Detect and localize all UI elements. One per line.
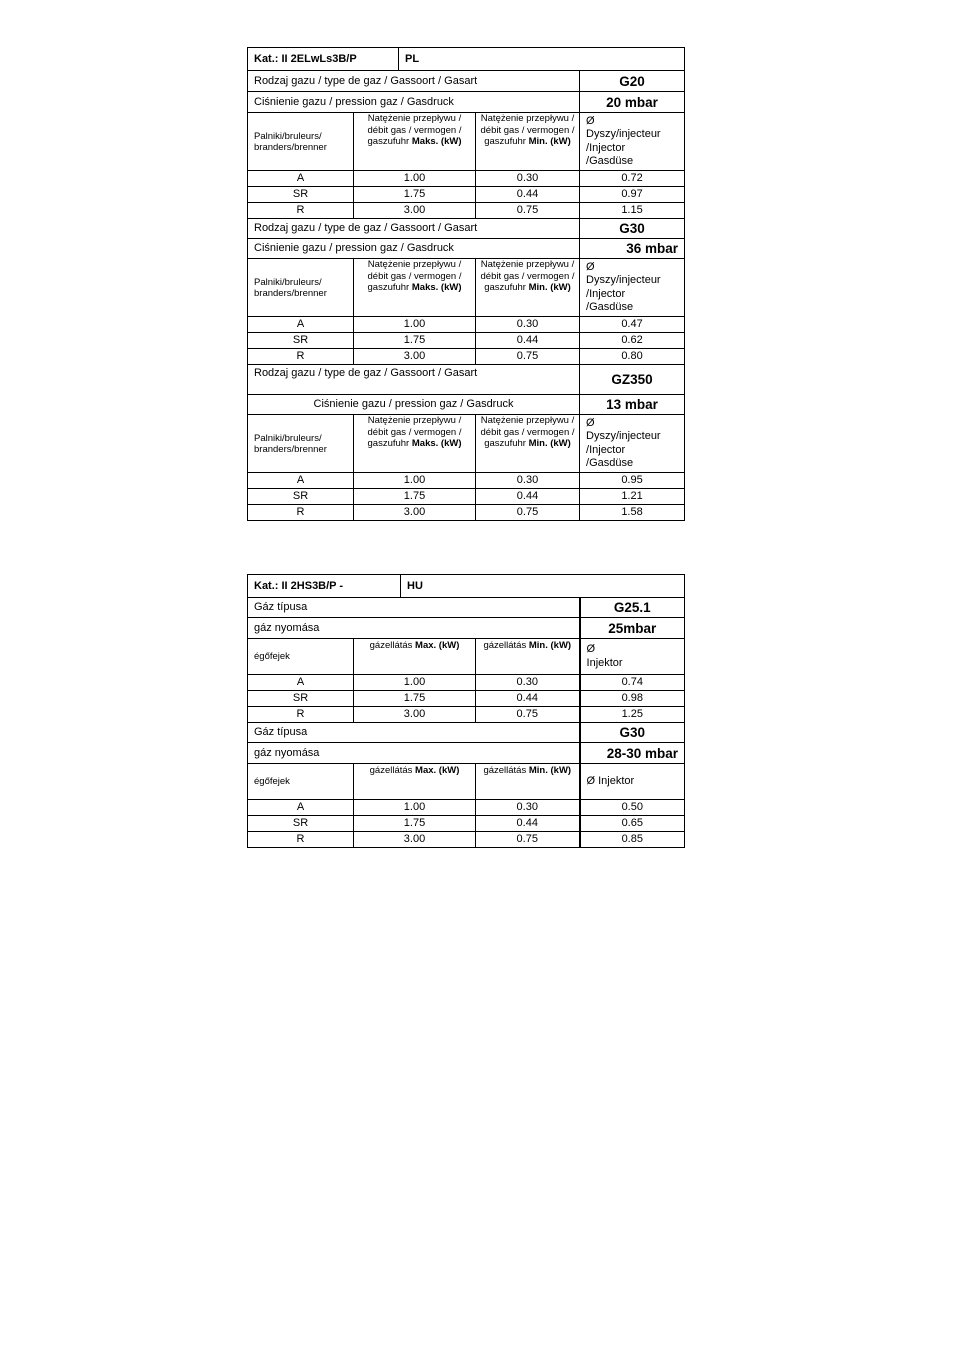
category-header-row	[248, 48, 685, 71]
burner-cell: SR	[248, 691, 354, 707]
burner-cell: A	[248, 473, 354, 489]
max-flow-cell: 1.75	[354, 489, 476, 505]
injector-cell: 1.25	[580, 707, 685, 723]
max-flow-cell: 1.00	[354, 473, 476, 489]
burner-cell: SR	[248, 333, 354, 349]
min-flow-column-header: gázellátás Min. (kW)	[476, 639, 580, 675]
max-flow-column-header: gázellátás Max. (kW)	[354, 639, 476, 675]
min-flow-cell: 0.30	[476, 171, 580, 187]
table-row	[248, 707, 685, 723]
injector-cell: 0.74	[580, 675, 685, 691]
min-flow-cell: 0.44	[476, 489, 580, 505]
burner-column-header: égőfejek	[248, 639, 354, 675]
burner-column-header: Palniki/bruleurs/ branders/brenner	[248, 259, 354, 317]
gas-pressure-value: 13 mbar	[580, 395, 685, 415]
injector-cell: 0.47	[580, 317, 685, 333]
max-flow-cell: 3.00	[354, 832, 476, 848]
country-code: PL	[399, 48, 685, 71]
injector-cell: 1.21	[580, 489, 685, 505]
gas-pressure-row	[248, 239, 685, 259]
burner-cell: SR	[248, 816, 354, 832]
gas-type-label: Rodzaj gazu / type de gaz / Gassoort / Gasart	[248, 365, 580, 395]
burner-cell: A	[248, 171, 354, 187]
gas-type-value: G20	[580, 71, 685, 92]
gas-pressure-value: 20 mbar	[580, 92, 685, 113]
gas-pressure-row	[248, 92, 685, 113]
country-code: HU	[401, 575, 685, 598]
category-code: Kat.: II 2ELwLs3B/P	[248, 48, 399, 71]
min-flow-cell: 0.75	[476, 203, 580, 219]
table-row	[248, 832, 685, 848]
min-flow-cell: 0.44	[476, 333, 580, 349]
injector-column-header: Ø Injektor	[580, 639, 685, 675]
max-flow-cell: 1.75	[354, 816, 476, 832]
burner-cell: R	[248, 505, 354, 521]
table-row	[248, 349, 685, 365]
burner-cell: A	[248, 800, 354, 816]
gas-pressure-value: 25mbar	[580, 618, 685, 639]
table-row	[248, 333, 685, 349]
max-flow-cell: 1.00	[354, 675, 476, 691]
burner-column-header: Palniki/bruleurs/ branders/brenner	[248, 113, 354, 171]
max-flow-cell: 3.00	[354, 707, 476, 723]
gas-type-label: Gáz típusa	[248, 723, 580, 743]
gas-type-label: Rodzaj gazu / type de gaz / Gassoort / Gasart	[248, 219, 580, 239]
table-row	[248, 203, 685, 219]
min-flow-cell: 0.44	[476, 691, 580, 707]
gas-pressure-row	[248, 395, 685, 415]
injector-cell: 1.15	[580, 203, 685, 219]
injector-column-header: Ø Dyszy/injecteur /Injector /Gasdüse	[580, 415, 685, 473]
injector-cell: 0.65	[580, 816, 685, 832]
gas-pressure-label: gáz nyomása	[248, 618, 580, 639]
max-flow-cell: 1.00	[354, 800, 476, 816]
category-code: Kat.: II 2HS3B/P -	[248, 575, 401, 598]
table-row	[248, 473, 685, 489]
gas-type-value: G30	[580, 723, 685, 743]
burner-cell: A	[248, 675, 354, 691]
injector-cell: 0.80	[580, 349, 685, 365]
gas-type-value: G30	[580, 219, 685, 239]
burner-cell: SR	[248, 187, 354, 203]
column-header-row	[248, 259, 685, 317]
gas-type-value: G25.1	[580, 598, 685, 618]
gas-type-row	[248, 219, 685, 239]
table-row	[248, 800, 685, 816]
gas-type-label: Gáz típusa	[248, 598, 580, 618]
table-row	[248, 489, 685, 505]
min-flow-cell: 0.30	[476, 473, 580, 489]
max-flow-column-header: Natężenie przepływu / débit gas / vermogen / gaszufuhr Maks. (kW)	[354, 415, 476, 473]
injector-cell: 0.62	[580, 333, 685, 349]
min-flow-cell: 0.30	[476, 675, 580, 691]
gas-table-pl	[247, 47, 685, 521]
max-flow-cell: 1.75	[354, 691, 476, 707]
min-flow-column-header: Natężenie przepływu / débit gas / vermogen / gaszufuhr Min. (kW)	[476, 259, 580, 317]
injector-column-header: Ø Dyszy/injecteur /Injector /Gasdüse	[580, 113, 685, 171]
gas-pressure-label: Ciśnienie gazu / pression gaz / Gasdruck	[248, 395, 580, 415]
gas-type-row	[248, 71, 685, 92]
burner-cell: R	[248, 349, 354, 365]
min-flow-cell: 0.30	[476, 317, 580, 333]
table-row	[248, 675, 685, 691]
column-header-row	[248, 113, 685, 171]
min-flow-cell: 0.30	[476, 800, 580, 816]
max-flow-cell: 1.00	[354, 171, 476, 187]
injector-cell: 0.97	[580, 187, 685, 203]
injector-column-header: Ø Dyszy/injecteur /Injector /Gasdüse	[580, 259, 685, 317]
category-header-row	[248, 575, 685, 598]
min-flow-cell: 0.75	[476, 505, 580, 521]
max-flow-column-header: gázellátás Max. (kW)	[354, 764, 476, 800]
table-row	[248, 505, 685, 521]
injector-cell: 0.85	[580, 832, 685, 848]
min-flow-cell: 0.75	[476, 349, 580, 365]
max-flow-cell: 3.00	[354, 349, 476, 365]
gas-pressure-row	[248, 743, 685, 764]
table-row	[248, 317, 685, 333]
gas-type-value: GZ350	[580, 365, 685, 395]
max-flow-column-header: Natężenie przepływu / débit gas / vermogen / gaszufuhr Maks. (kW)	[354, 259, 476, 317]
gas-table-hu	[247, 574, 685, 848]
gas-type-row	[248, 365, 685, 395]
gas-pressure-label: gáz nyomása	[248, 743, 580, 764]
injector-cell: 1.58	[580, 505, 685, 521]
max-flow-cell: 3.00	[354, 505, 476, 521]
injector-cell: 0.98	[580, 691, 685, 707]
min-flow-column-header: gázellátás Min. (kW)	[476, 764, 580, 800]
burner-cell: R	[248, 832, 354, 848]
min-flow-cell: 0.44	[476, 816, 580, 832]
gas-pressure-value: 28-30 mbar	[580, 743, 685, 764]
burner-cell: R	[248, 203, 354, 219]
column-header-row	[248, 639, 685, 675]
burner-cell: SR	[248, 489, 354, 505]
min-flow-cell: 0.75	[476, 707, 580, 723]
gas-pressure-row	[248, 618, 685, 639]
gas-type-label: Rodzaj gazu / type de gaz / Gassoort / Gasart	[248, 71, 580, 92]
gas-pressure-label: Ciśnienie gazu / pression gaz / Gasdruck	[248, 239, 580, 259]
min-flow-cell: 0.75	[476, 832, 580, 848]
min-flow-column-header: Natężenie przepływu / débit gas / vermogen / gaszufuhr Min. (kW)	[476, 415, 580, 473]
burner-column-header: Palniki/bruleurs/ branders/brenner	[248, 415, 354, 473]
gas-pressure-label: Ciśnienie gazu / pression gaz / Gasdruck	[248, 92, 580, 113]
burner-cell: R	[248, 707, 354, 723]
max-flow-cell: 1.75	[354, 187, 476, 203]
table-row	[248, 816, 685, 832]
burner-cell: A	[248, 317, 354, 333]
injector-cell: 0.72	[580, 171, 685, 187]
max-flow-column-header: Natężenie przepływu / débit gas / vermogen / gaszufuhr Maks. (kW)	[354, 113, 476, 171]
injector-cell: 0.50	[580, 800, 685, 816]
column-header-row	[248, 415, 685, 473]
injector-cell: 0.95	[580, 473, 685, 489]
max-flow-cell: 3.00	[354, 203, 476, 219]
gas-type-row	[248, 723, 685, 743]
table-row	[248, 171, 685, 187]
min-flow-column-header: Natężenie przepływu / débit gas / vermogen / gaszufuhr Min. (kW)	[476, 113, 580, 171]
burner-column-header: égőfejek	[248, 764, 354, 800]
gas-pressure-value: 36 mbar	[580, 239, 685, 259]
max-flow-cell: 1.75	[354, 333, 476, 349]
table-row	[248, 187, 685, 203]
min-flow-cell: 0.44	[476, 187, 580, 203]
injector-column-header: Ø Injektor	[580, 764, 685, 800]
column-header-row	[248, 764, 685, 800]
table-row	[248, 691, 685, 707]
gas-type-row	[248, 598, 685, 618]
max-flow-cell: 1.00	[354, 317, 476, 333]
